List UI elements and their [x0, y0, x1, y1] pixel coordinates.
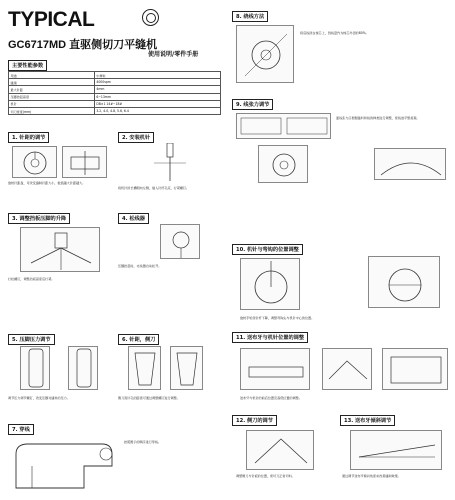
hook-timing-figure-b	[368, 256, 440, 308]
section-text: 通过调节送布牙倾斜角度来改善缝制效果。	[342, 474, 401, 478]
spec-value: DB×1 14#~18#	[94, 100, 220, 107]
spec-value: 4000spm	[94, 79, 220, 86]
spec-row	[9, 107, 221, 114]
section-text: 侧刀离针孔的距离可通过调整螺钉进行调整。	[118, 396, 180, 400]
subtitle: 使用说明/零件手册	[148, 51, 199, 58]
section-text: 旋转手轮使针杆下降，调整弯钩尖与机针中心的位置。	[240, 316, 315, 320]
model-title: GC6717MD 直驱侧切刀平缝机	[8, 39, 158, 51]
presser-guide-figure	[20, 227, 100, 272]
section-text: 将底线绕在梭芯上，绕线量约为梭芯外径的80%。	[300, 31, 369, 35]
spec-section-title: 主要性能参数	[8, 60, 47, 71]
section-text: 将机针的长槽朝向左侧，插入针杆孔底，拧紧螺钉。	[118, 186, 190, 190]
section-title-stitch-length: 1. 针距的调节	[8, 132, 49, 143]
spec-row	[9, 93, 221, 100]
feed-dog-figure-b	[322, 348, 372, 390]
feed-dog-figure-c	[382, 348, 448, 390]
section-text: 旋转针距盘，可改变缝制针距大小，数值越大针距越大。	[8, 181, 86, 185]
tension-table-figure	[236, 113, 331, 139]
pressure-screw-figure-a	[20, 346, 50, 390]
certification-seal-icon	[142, 9, 159, 26]
section-title-winding: 8. 绕线方法	[232, 11, 268, 22]
section-text: 按照图示的顺序进行穿线。	[124, 440, 162, 444]
section-title-side-knife-adjust: 12. 侧刀的调节	[232, 415, 277, 426]
hook-timing-figure-a	[240, 258, 300, 310]
spec-label: 最大针距	[9, 86, 95, 93]
tension-dial-figure	[258, 145, 308, 183]
section-text: 拧松螺钉，调整挡板高度后拧紧。	[8, 277, 55, 281]
section-text: 调整侧刀与针板的位置，使切刀正常切料。	[236, 474, 295, 478]
section-text: 压脚抬起时，夹线器自动松开。	[118, 264, 162, 268]
stitch-dial-figure	[12, 146, 57, 178]
thread-take-up-figure	[374, 148, 446, 180]
section-title-feed-dog: 11. 送布牙与机针位置的调整	[232, 332, 308, 343]
section-title-threading: 7. 穿线	[8, 424, 34, 435]
section-title-side-knife: 6. 针距，侧刀	[118, 334, 159, 345]
section-title-hook-timing: 10. 机针与弯钩的位置调整	[232, 244, 303, 255]
spec-row	[9, 86, 221, 93]
spec-row	[9, 72, 221, 79]
side-knife-figure-a	[128, 346, 161, 390]
spec-value: 中厚料	[94, 72, 220, 79]
spec-row	[9, 79, 221, 86]
section-text: 面线张力应根据缝料和线的种类进行调整，使线迹平整美观。	[336, 116, 420, 120]
section-text: 调节压力调节螺钉，改变压脚对缝料的压力。	[8, 396, 70, 400]
spec-label: 切刀宽度(mm)	[9, 107, 95, 114]
spec-label: 机针	[9, 100, 95, 107]
side-knife-figure-b	[170, 346, 203, 390]
spec-table	[8, 71, 221, 115]
section-title-pressure: 5. 压脚压力调节	[8, 334, 55, 345]
threading-machine-figure	[12, 436, 120, 496]
section-title-guide: 3. 调整挡板压脚的升降	[8, 213, 70, 224]
section-title-thread-tension: 9. 线张力调节	[232, 99, 273, 110]
brand-logo: TYPICAL	[8, 8, 95, 31]
spec-label: 缝速	[9, 79, 95, 86]
needle-figure	[150, 143, 190, 183]
section-title-needle: 2. 安装机针	[118, 132, 154, 143]
section-title-tension-release: 4. 松线器	[118, 213, 149, 224]
stitch-lever-figure	[62, 146, 107, 178]
section-text: 送布牙与机针的前后位置及高低位置的调整。	[240, 396, 302, 400]
pressure-screw-figure-b	[68, 346, 98, 390]
feed-tilt-figure	[350, 430, 442, 470]
spec-value: 3.2, 4.0, 4.8, 5.6, 6.4	[94, 107, 220, 114]
side-knife-adjust-figure	[246, 430, 314, 470]
bobbin-winder-figure	[236, 25, 294, 83]
spec-value: 4mm	[94, 86, 220, 93]
spec-label: 用途	[9, 72, 95, 79]
section-title-feed-tilt: 13. 送布牙倾斜调节	[340, 415, 395, 426]
spec-label: 压脚抬起高度	[9, 93, 95, 100]
spec-value: 6~13mm	[94, 93, 220, 100]
feed-dog-figure-a	[240, 348, 310, 390]
tension-release-figure	[160, 224, 200, 259]
spec-row	[9, 100, 221, 107]
